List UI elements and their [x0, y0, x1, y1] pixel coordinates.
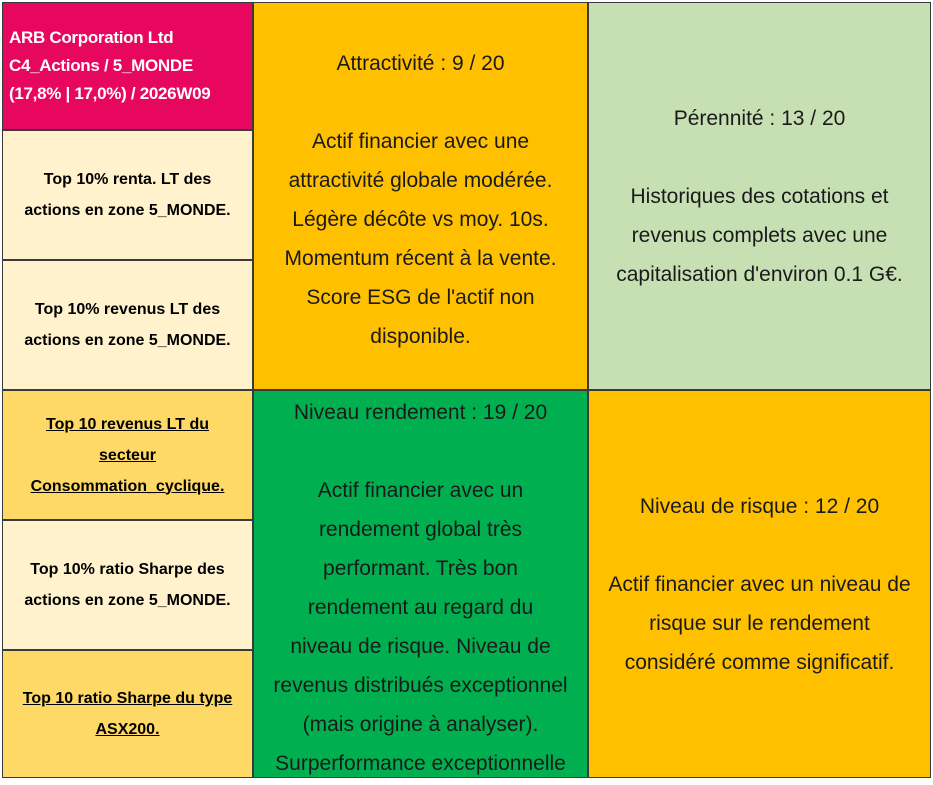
panel-line: revenus complets avec une [631, 223, 888, 247]
asset-name: ARB Corporation Ltd [9, 28, 174, 47]
attractivite-title: Attractivité : 9 / 20 [336, 52, 505, 75]
left-item-text: actions en zone 5_MONDE. [24, 592, 231, 609]
asset-period: (17,8% | 17,0%) / 2026W09 [9, 84, 211, 103]
risque-panel [588, 390, 931, 778]
rendement-panel [253, 390, 588, 778]
left-item-sharpe-zone [2, 520, 253, 650]
attractivite-panel [253, 2, 588, 390]
left-item-text: actions en zone 5_MONDE. [24, 202, 231, 219]
panel-line: risque sur le rendement [649, 611, 870, 635]
asset-header [2, 2, 253, 130]
panel-line: attractivité globale modérée. [288, 169, 553, 192]
risque-title: Niveau de risque : 12 / 20 [639, 494, 880, 518]
rendement-title: Niveau rendement : 19 / 20 [293, 401, 548, 424]
left-item-text: Top 10 ratio Sharpe du type [22, 690, 233, 707]
left-item-text: secteur [99, 446, 156, 464]
panel-line: Actif financier avec un [317, 479, 524, 502]
panel-line: considéré comme significatif. [624, 650, 895, 674]
left-item-revenus [2, 260, 253, 390]
left-item-text: Top 10% revenus LT des [34, 301, 221, 318]
left-item-secteur [2, 390, 253, 520]
perennite-panel [588, 2, 931, 390]
panel-line: disponible. [370, 325, 471, 348]
panel-line: Momentum récent à la vente. [284, 247, 557, 270]
panel-line: Historiques des cotations et [630, 184, 889, 208]
panel-line: rendement global très [318, 518, 523, 541]
perennite-body [616, 177, 903, 294]
panel-line: revenus distribués exceptionnel [273, 674, 568, 697]
rendement-body [273, 471, 567, 778]
perennite-title: Pérennité : 13 / 20 [673, 106, 846, 130]
panel-line: capitalisation d'environ 0.1 G€. [616, 262, 903, 286]
left-item-text: ASX200. [95, 721, 160, 738]
left-item-renta [2, 130, 253, 260]
panel-line: performant. Très bon [323, 557, 518, 580]
asset-category: C4_Actions / 5_MONDE [9, 56, 193, 75]
panel-line: Score ESG de l'actif non [306, 286, 535, 309]
panel-line: Actif financier avec une [311, 130, 530, 153]
left-item-text: Top 10% renta. LT des [43, 171, 212, 188]
panel-line: Légère décôte vs moy. 10s. [292, 208, 549, 231]
panel-line: Surperformance exceptionnelle [275, 752, 566, 775]
panel-line: (mais origine à analyser). [302, 713, 539, 736]
left-item-text: actions en zone 5_MONDE. [24, 332, 231, 349]
left-item-text: Top 10% ratio Sharpe des [30, 561, 225, 578]
panel-line: Actif financier avec un niveau de [608, 572, 911, 596]
panel-line: rendement au regard du [307, 596, 534, 619]
left-item-sharpe-type [2, 650, 253, 778]
attractivite-body [285, 122, 557, 356]
left-item-text: Consommation_cyclique. [30, 477, 225, 495]
risque-body [608, 565, 910, 682]
left-item-text: Top 10 revenus LT du [46, 415, 209, 433]
panel-line: niveau de risque. Niveau de [290, 635, 551, 658]
